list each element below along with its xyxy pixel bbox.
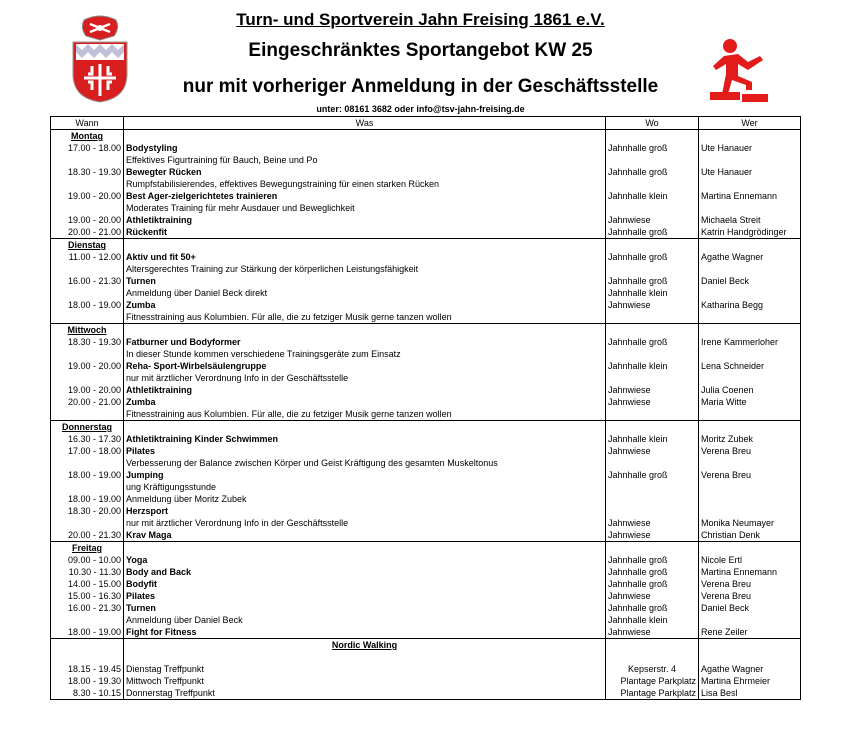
cell-was: Mittwoch Treffpunkt [124, 675, 606, 687]
cell-wer: Ute Hanauer [699, 166, 801, 178]
cell-was: Fitnesstraining aus Kolumbien. Für alle, die zu fetziger Musik gerne tanzen wollen [124, 408, 606, 421]
cell-wer [699, 311, 801, 324]
cell-wo: Jahnhalle groß [606, 275, 699, 287]
cell-was [124, 130, 606, 143]
cell-wer: Martina Ennemann [699, 190, 801, 202]
column-header-wo: Wo [606, 117, 699, 130]
cell-wo [606, 324, 699, 337]
cell-wann: 20.00 - 21.00 [51, 396, 124, 408]
table-header-row [51, 117, 801, 130]
cell-wo: Jahnwiese [606, 529, 699, 542]
cell-wer [699, 324, 801, 337]
cell-wer [699, 651, 801, 663]
cell-wo [606, 311, 699, 324]
cell-wer [699, 348, 801, 360]
table-row [51, 287, 801, 299]
cell-wo: Jahnhalle groß [606, 554, 699, 566]
cell-was: Turnen [124, 602, 606, 614]
cell-was: Moderates Training für mehr Ausdauer und Beweglichkeit [124, 202, 606, 214]
cell-wann [51, 311, 124, 324]
cell-was: Bodystyling [124, 142, 606, 154]
cell-was: Bewegter Rücken [124, 166, 606, 178]
cell-was: Herzsport [124, 505, 606, 517]
table-row [51, 602, 801, 614]
cell-was: Zumba [124, 299, 606, 311]
cell-wer: Verena Breu [699, 469, 801, 481]
cell-wer [699, 202, 801, 214]
cell-wann: Donnerstag [51, 421, 124, 434]
cell-wo: Jahnhalle klein [606, 433, 699, 445]
cell-wann: 18.15 - 19.45 [51, 663, 124, 675]
cell-wann [51, 263, 124, 275]
cell-wann: 18.30 - 19.30 [51, 166, 124, 178]
cell-wer [699, 130, 801, 143]
cell-wer: Daniel Beck [699, 275, 801, 287]
cell-wo: Jahnhalle groß [606, 142, 699, 154]
cell-wann: Mittwoch [51, 324, 124, 337]
table-row [51, 493, 801, 505]
cell-was [124, 421, 606, 434]
cell-wo [606, 457, 699, 469]
cell-wann: Freitag [51, 542, 124, 555]
cell-wann: 16.00 - 21.30 [51, 602, 124, 614]
cell-wo [606, 421, 699, 434]
cell-wo [606, 348, 699, 360]
day-row [51, 239, 801, 252]
cell-was: Reha- Sport-Wirbelsäulengruppe [124, 360, 606, 372]
cell-wo [606, 263, 699, 275]
cell-wann: 20.00 - 21.30 [51, 529, 124, 542]
page-subtitle: Eingeschränktes Sportangebot KW 25 [248, 40, 593, 61]
table-row [51, 566, 801, 578]
cell-wer: Irene Kammerloher [699, 336, 801, 348]
column-header-wann: Wann [51, 117, 124, 130]
cell-was [124, 239, 606, 252]
table-row [51, 190, 801, 202]
cell-wer [699, 493, 801, 505]
table-row [51, 505, 801, 517]
table-row [51, 154, 801, 166]
cell-wann: 16.30 - 17.30 [51, 433, 124, 445]
table-row [51, 663, 801, 675]
table-row [51, 578, 801, 590]
cell-was: Body and Back [124, 566, 606, 578]
table-row [51, 445, 801, 457]
cell-was: Anmeldung über Daniel Beck [124, 614, 606, 626]
cell-wer: Julia Coenen [699, 384, 801, 396]
cell-wann: 17.00 - 18.00 [51, 445, 124, 457]
cell-wer: Agathe Wagner [699, 663, 801, 675]
cell-wann [51, 517, 124, 529]
cell-was: Altersgerechtes Training zur Stärkung der körperlichen Leistungsfähigkeit [124, 263, 606, 275]
cell-wer [699, 239, 801, 252]
cell-wo: Jahnhalle groß [606, 602, 699, 614]
cell-wer: Verena Breu [699, 445, 801, 457]
cell-wo [606, 372, 699, 384]
cell-wann [51, 408, 124, 421]
cell-wer [699, 421, 801, 434]
cell-wo: Jahnhalle klein [606, 287, 699, 299]
cell-was: Krav Maga [124, 529, 606, 542]
cell-wer [699, 263, 801, 275]
cell-wer [699, 287, 801, 299]
table-row [51, 311, 801, 324]
cell-wann [51, 481, 124, 493]
day-row [51, 542, 801, 555]
table-row [51, 202, 801, 214]
cell-wann [51, 348, 124, 360]
cell-was: Best Ager-zielgerichtetes trainieren [124, 190, 606, 202]
cell-wer: Verena Breu [699, 590, 801, 602]
cell-wo [606, 481, 699, 493]
table-row [51, 166, 801, 178]
cell-was: Donnerstag Treffpunkt [124, 687, 606, 700]
cell-wann: 17.00 - 18.00 [51, 142, 124, 154]
table-row [51, 226, 801, 239]
cell-wo: Jahnhalle groß [606, 469, 699, 481]
table-row [51, 384, 801, 396]
cell-wer [699, 372, 801, 384]
table-row [51, 396, 801, 408]
table-row [51, 433, 801, 445]
cell-was: Pilates [124, 445, 606, 457]
cell-wann: 10.30 - 11.30 [51, 566, 124, 578]
cell-wer: Nicole Ertl [699, 554, 801, 566]
step-exercise-figure-icon [708, 38, 770, 106]
cell-wann: 19.00 - 20.00 [51, 384, 124, 396]
column-header-wer: Wer [699, 117, 801, 130]
cell-wer: Monika Neumayer [699, 517, 801, 529]
cell-wo [606, 154, 699, 166]
table-row [51, 251, 801, 263]
cell-wo: Jahnwiese [606, 396, 699, 408]
cell-was: Nordic Walking [124, 639, 606, 652]
cell-wann: 20.00 - 21.00 [51, 226, 124, 239]
cell-wer: Rene Zeiler [699, 626, 801, 639]
cell-wo: Plantage Parkplatz [606, 687, 699, 700]
cell-wer: Martina Ehrmeier [699, 675, 801, 687]
cell-wann [51, 287, 124, 299]
club-title: Turn- und Sportverein Jahn Freising 1861 e.V. [236, 10, 605, 29]
cell-wo: Jahnhalle klein [606, 614, 699, 626]
cell-wer [699, 639, 801, 652]
cell-was: Rückenfit [124, 226, 606, 239]
cell-was: Bodyfit [124, 578, 606, 590]
cell-wann: 19.00 - 20.00 [51, 360, 124, 372]
schedule-body [51, 130, 801, 700]
cell-wer [699, 481, 801, 493]
cell-was: Turnen [124, 275, 606, 287]
cell-wann: 16.00 - 21.30 [51, 275, 124, 287]
cell-wer: Daniel Beck [699, 602, 801, 614]
cell-wo [606, 408, 699, 421]
cell-wann [51, 372, 124, 384]
cell-was [124, 542, 606, 555]
cell-wer: Verena Breu [699, 578, 801, 590]
table-row [51, 360, 801, 372]
cell-wer: Agathe Wagner [699, 251, 801, 263]
day-row [51, 130, 801, 143]
cell-wo [606, 178, 699, 190]
cell-wann: 18.00 - 19.00 [51, 469, 124, 481]
cell-wer [699, 614, 801, 626]
cell-was [124, 651, 606, 663]
cell-wann: 18.00 - 19.00 [51, 299, 124, 311]
cell-wo: Jahnhalle klein [606, 190, 699, 202]
cell-wer: Martina Ennemann [699, 566, 801, 578]
cell-wer [699, 505, 801, 517]
cell-wo: Jahnwiese [606, 590, 699, 602]
cell-was: Athletiktraining [124, 384, 606, 396]
cell-wer: Katrin Handgrödinger [699, 226, 801, 239]
cell-wo: Jahnwiese [606, 299, 699, 311]
cell-wann [51, 651, 124, 663]
cell-wo: Jahnhalle groß [606, 251, 699, 263]
cell-wo: Jahnhalle groß [606, 566, 699, 578]
cell-wann: 18.30 - 20.00 [51, 505, 124, 517]
table-row [51, 275, 801, 287]
cell-was: Athletiktraining [124, 214, 606, 226]
contact-line: unter: 08161 3682 oder info@tsv-jahn-freising.de [316, 104, 525, 114]
table-row [51, 626, 801, 639]
cell-wer: Lisa Besl [699, 687, 801, 700]
cell-wann: 19.00 - 20.00 [51, 190, 124, 202]
table-row [51, 554, 801, 566]
club-crest-icon [70, 14, 130, 104]
cell-wer [699, 154, 801, 166]
day-row [51, 421, 801, 434]
table-row [51, 614, 801, 626]
cell-was: Zumba [124, 396, 606, 408]
cell-wo: Kepserstr. 4 [606, 663, 699, 675]
cell-wo: Jahnwiese [606, 214, 699, 226]
cell-wann: 11.00 - 12.00 [51, 251, 124, 263]
cell-wann: 18.30 - 19.30 [51, 336, 124, 348]
cell-wer: Katharina Begg [699, 299, 801, 311]
cell-wo: Jahnhalle groß [606, 166, 699, 178]
cell-was: nur mit ärztlicher Verordnung Info in der Geschäftsstelle [124, 517, 606, 529]
cell-was: Jumping [124, 469, 606, 481]
cell-was: Fight for Fitness [124, 626, 606, 639]
cell-wo: Jahnwiese [606, 626, 699, 639]
cell-was: Fitnesstraining aus Kolumbien. Für alle, die zu fetziger Musik gerne tanzen wollen [124, 311, 606, 324]
table-row [51, 336, 801, 348]
cell-wer: Christian Denk [699, 529, 801, 542]
cell-wann: 15.00 - 16.30 [51, 590, 124, 602]
cell-wann: 14.00 - 15.00 [51, 578, 124, 590]
table-row [51, 408, 801, 421]
cell-wann: 8.30 - 10.15 [51, 687, 124, 700]
table-row [51, 348, 801, 360]
cell-was: In dieser Stunde kommen verschiedene Trainingsgeräte zum Einsatz [124, 348, 606, 360]
cell-wer: Ute Hanauer [699, 142, 801, 154]
cell-was: ung Kräftigungsstunde [124, 481, 606, 493]
cell-was: Athletiktraining Kinder Schwimmen [124, 433, 606, 445]
table-row [51, 687, 801, 700]
cell-wo [606, 639, 699, 652]
column-header-was: Was [124, 117, 606, 130]
table-row [51, 651, 801, 663]
cell-was: Rumpfstabilisierendes, effektives Bewegungstraining für einen starken Rücken [124, 178, 606, 190]
cell-was: Effektives Figurtraining für Bauch, Beine und Po [124, 154, 606, 166]
registration-notice: nur mit vorheriger Anmeldung in der Geschäftsstelle [182, 76, 659, 97]
cell-wer: Moritz Zubek [699, 433, 801, 445]
cell-wer [699, 178, 801, 190]
table-row [51, 372, 801, 384]
cell-was: Aktiv und fit 50+ [124, 251, 606, 263]
table-row [51, 517, 801, 529]
cell-wann: Montag [51, 130, 124, 143]
cell-wann [51, 202, 124, 214]
cell-wer: Maria Witte [699, 396, 801, 408]
cell-was: Anmeldung über Moritz Zubek [124, 493, 606, 505]
cell-wer [699, 457, 801, 469]
section-row [51, 639, 801, 652]
cell-wo: Jahnhalle groß [606, 578, 699, 590]
cell-wann: 18.00 - 19.00 [51, 493, 124, 505]
cell-wo [606, 505, 699, 517]
cell-wann [51, 178, 124, 190]
cell-wo [606, 202, 699, 214]
cell-was: Pilates [124, 590, 606, 602]
table-row [51, 299, 801, 311]
cell-wann: 19.00 - 20.00 [51, 214, 124, 226]
cell-wann [51, 457, 124, 469]
cell-was: Dienstag Treffpunkt [124, 663, 606, 675]
cell-was: Yoga [124, 554, 606, 566]
cell-wann [51, 614, 124, 626]
cell-wann: 18.00 - 19.30 [51, 675, 124, 687]
cell-wann: 18.00 - 19.00 [51, 626, 124, 639]
cell-wann [51, 154, 124, 166]
table-row [51, 263, 801, 275]
table-row [51, 675, 801, 687]
table-row [51, 178, 801, 190]
cell-wann: Dienstag [51, 239, 124, 252]
table-row [51, 142, 801, 154]
cell-wo: Plantage Parkplatz [606, 675, 699, 687]
table-row [51, 457, 801, 469]
table-row [51, 529, 801, 542]
cell-wo [606, 239, 699, 252]
cell-wo: Jahnwiese [606, 517, 699, 529]
cell-wo: Jahnwiese [606, 445, 699, 457]
cell-wo: Jahnhalle klein [606, 360, 699, 372]
cell-wo: Jahnwiese [606, 384, 699, 396]
table-row [51, 214, 801, 226]
cell-was: Fatburner und Bodyformer [124, 336, 606, 348]
cell-wer [699, 542, 801, 555]
cell-wann [51, 639, 124, 652]
cell-wo [606, 651, 699, 663]
table-row [51, 590, 801, 602]
cell-was: Verbesserung der Balance zwischen Körper und Geist Kräftigung des gesamten Muskeltonus [124, 457, 606, 469]
cell-wer [699, 408, 801, 421]
schedule-table [50, 116, 801, 700]
cell-wo: Jahnhalle groß [606, 336, 699, 348]
cell-wo: Jahnhalle groß [606, 226, 699, 239]
cell-wo [606, 493, 699, 505]
cell-wer: Michaela Streit [699, 214, 801, 226]
cell-wer: Lena Schneider [699, 360, 801, 372]
table-row [51, 469, 801, 481]
cell-wo [606, 542, 699, 555]
day-row [51, 324, 801, 337]
cell-wann: 09.00 - 10.00 [51, 554, 124, 566]
cell-was: Anmeldung über Daniel Beck direkt [124, 287, 606, 299]
cell-wo [606, 130, 699, 143]
table-row [51, 481, 801, 493]
cell-was [124, 324, 606, 337]
cell-was: nur mit ärztlicher Verordnung Info in der Geschäftsstelle [124, 372, 606, 384]
